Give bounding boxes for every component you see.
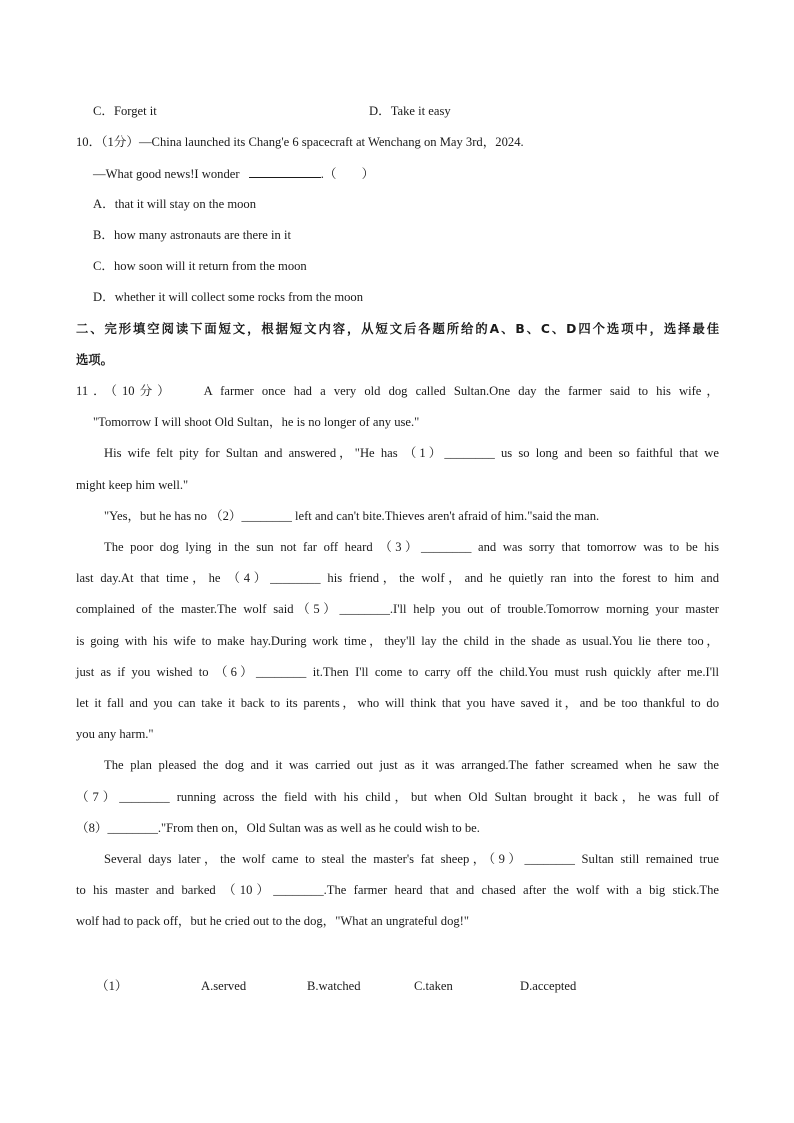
q11-sub1-option-a[interactable]: A.served [201,979,247,993]
q11-line-14: （7）________ running across the field with his child，but when Old Sultan brought it back，he was full of [76,790,719,804]
q11-line-17: to his master and barked （10）________.The farmer heard that and chased after the wolf with a big stick.The [76,883,719,897]
q11-line-11: let it fall and you can take it back to its parents，who will think that you have saved it，and be too thankful to do [76,696,719,710]
q11-sub1-option-b[interactable]: B.watched [307,979,361,993]
section2-heading-line1: 二、完形填空阅读下面短文，根据短文内容，从短文后各题所给的A、B、C、D四个选项中，选择最佳 [76,322,719,336]
q10-stem: 10．（1分）—China launched its Chang'e 6 spacecraft at Wenchang on May 3rd，2024. [76,135,524,149]
q10-option-a[interactable]: A．that it will stay on the moon [93,197,257,211]
q10-option-c[interactable]: C．how soon will it return from the moon [93,259,307,273]
q11-line-13: The plan pleased the dog and it was carried out just as it was arranged.The father screamed when he saw the [104,758,719,772]
q11-line-12: you any harm." [76,727,154,741]
q11-line-3: His wife felt pity for Sultan and answered，"He has （1）________ us so long and been so faithful that we [104,446,719,460]
q11-line-6: The poor dog lying in the sun not far off heard （3）________ and was sorry that tomorrow was to be his [104,540,719,554]
q10-option-d[interactable]: D．whether it will collect some rocks from the moon [93,290,364,304]
q10-line2-post: .（ ） [320,167,375,181]
q11-line-9: is going with his wife to make hay.During work time，they'll lay the child in the shade as usual.You lie there too， [76,634,719,648]
q11-sub1-number: （1） [96,979,128,993]
q11-line-5: "Yes，but he has no （2）________ left and can't bite.Thieves aren't afraid of him."said the man. [104,509,600,523]
q9-option-d[interactable]: D．Take it easy [369,104,451,118]
q11-line-15: （8）________."From then on，Old Sultan was as well as he could wish to be. [76,821,480,835]
q11-line-16: Several days later，the wolf came to steal the master's fat sheep，（9）________ Sultan still remained true [104,852,719,866]
q11-line-2: "Tomorrow I will shoot Old Sultan，he is no longer of any use." [93,415,420,429]
q11-line-18: wolf had to pack off，but he cried out to the dog，"What an ungrateful dog!" [76,914,470,928]
q10-answer-blank[interactable] [249,165,321,178]
q10-option-b[interactable]: B．how many astronauts are there in it [93,228,291,242]
q10-line2 [93,165,374,182]
q11-sub1-option-d[interactable]: D.accepted [520,979,577,993]
section2-heading-line2: 选项。 [76,353,113,367]
q11-sub1-option-c[interactable]: C.taken [414,979,453,993]
q11-line-8: complained of the master.The wolf said（5）________.I'll help you out of trouble.Tomorrow morning your master [76,602,719,616]
q11-line-7: last day.At that time，he （4）________ his friend，the wolf，and he quietly ran into the forest to him and [76,571,719,585]
q11-line-10: just as if you wished to （6）________ it.Then I'll come to carry off the child.You must rush quickly after me.I'll [76,665,719,679]
q11-line-4: might keep him well." [76,478,189,492]
q9-option-c[interactable]: C．Forget it [93,104,157,118]
q10-line2-pre: —What good news!I wonder [93,167,240,181]
q11-line-1: 11．（10分） A farmer once had a very old dog called Sultan.One day the farmer said to his wife， [76,384,719,398]
